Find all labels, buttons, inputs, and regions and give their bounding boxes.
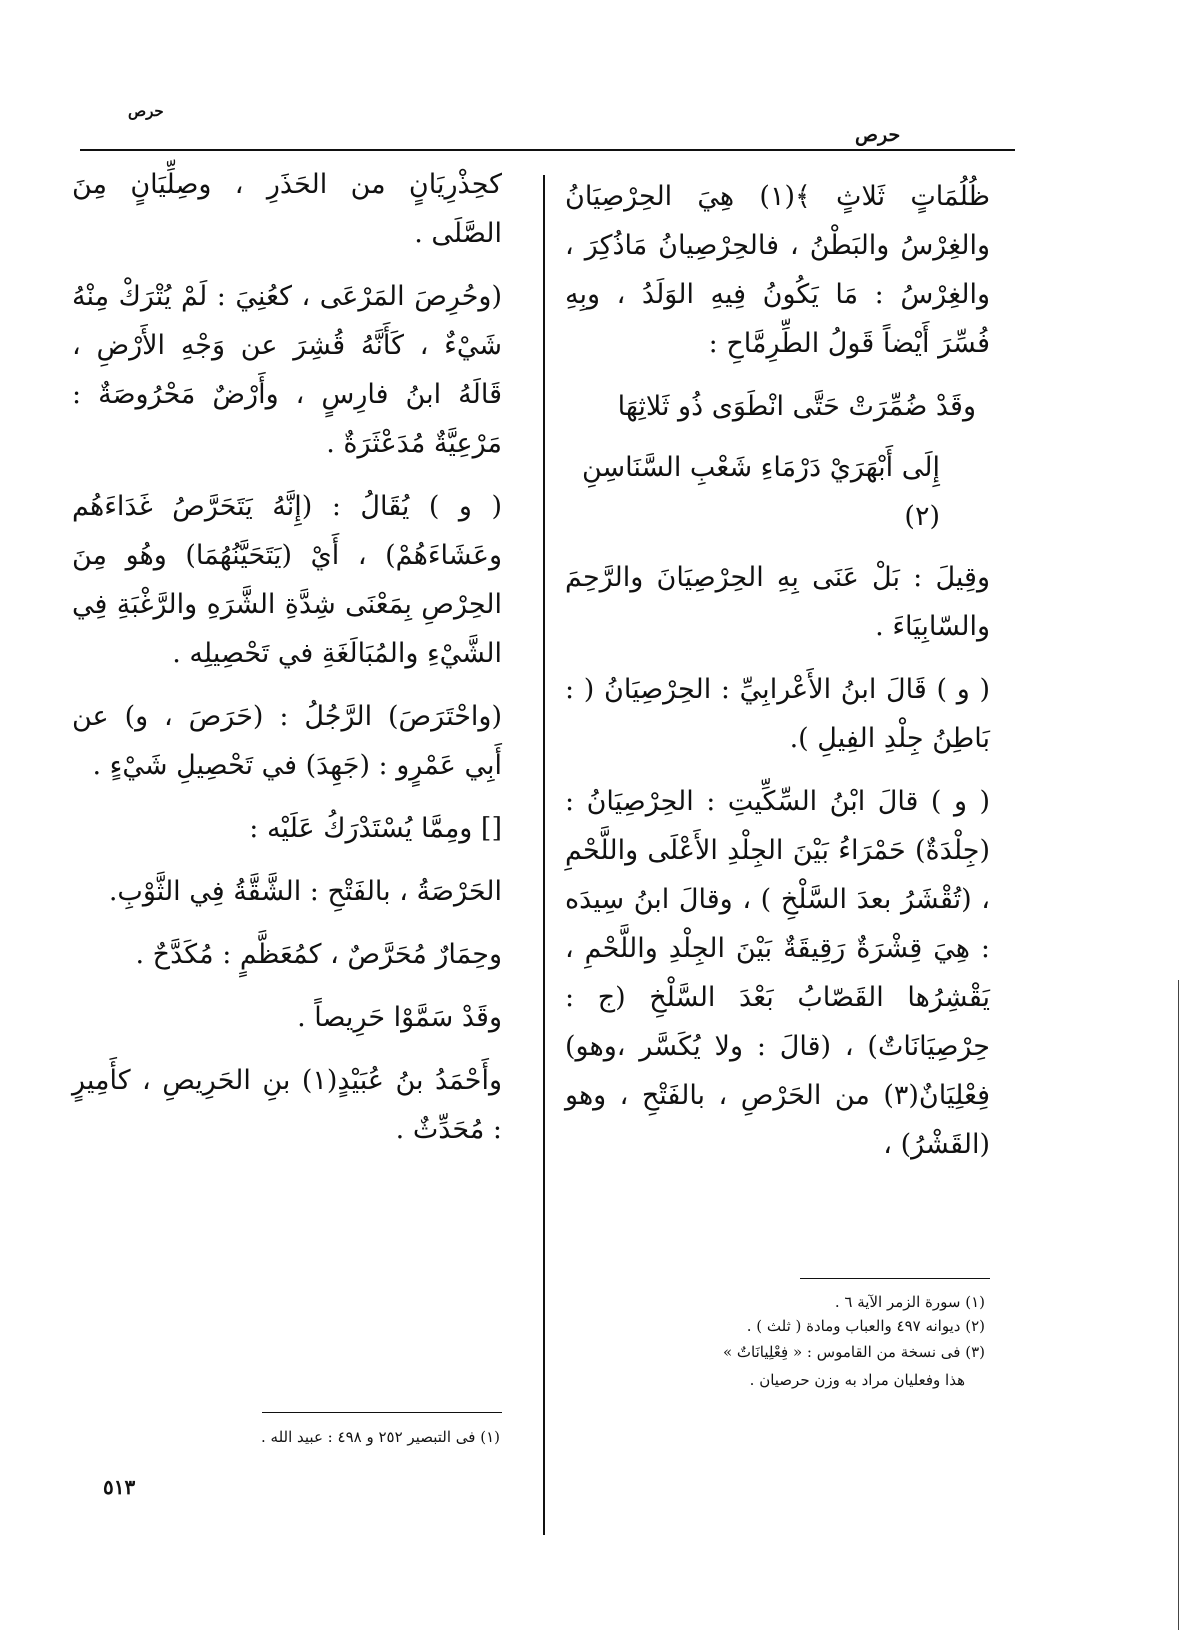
left-paragraph-2: (وحُرِصَ المَرْعَى ، كعُنِيَ : لَمْ يُتْرَكْ مِنْهُ شَيْءٌ ، كَأَنَّهُ قُشِرَ عن وَجْهِ الأَرْضِ ، قَالَهُ ابنُ فارِسٍ ، وأَرْضٌ مَحْرُوصَةٌ : مَرْعِيَّةٌ مُدَعْثَرَةٌ . (72, 281, 502, 459)
left-paragraph-5: [] ومِمَّا يُسْتَدْرَكُ عَلَيْه : (249, 813, 502, 844)
column-divider (543, 175, 545, 1535)
footnote-right-1: (١) سورة الزمر الآية ٦ . (834, 1293, 985, 1311)
footnote-right-2: (٢) ديوانه ٤٩٧ والعباب ومادة ( ثلث ) . (746, 1317, 985, 1335)
left-paragraph-8: وقَدْ سَمَّوْا حَرِيصاً . (297, 1002, 502, 1033)
footnote-rule-left (262, 1412, 502, 1413)
page-edge-line (1178, 980, 1179, 1630)
left-paragraph-6: الحَرْصَةُ ، بالفَتْحِ : الشَّقَّةُ فِي الثَّوْبِ. (108, 876, 502, 907)
left-paragraph-1: كحِذْرِيَانٍ من الحَذَرِ ، وصِلِّيَانٍ مِنَ الصَّلَى . (72, 169, 502, 249)
footnote-right-3-continued: هذا وفعليان مراد به وزن حرصيان . (749, 1371, 965, 1389)
footnote-left-1: (١) فى التبصير ٢٥٢ و ٤٩٨ : عبيد الله . (260, 1428, 500, 1446)
right-paragraph-1: ظُلُمَاتٍ ثَلاثٍ ﴾(١) هِيَ الحِرْصِيَانُ والغِرْسُ والبَطْنُ ، فالحِرْصِيانُ مَاذُكِرَ ، والغِرْسُ : مَا يَكُونُ فِيهِ الوَلَدُ ، وبِهِ فُسِّرَ أَيْضاً قَولُ الطِّرِمَّاحِ : (565, 181, 991, 359)
header-rule (80, 149, 1015, 151)
running-header-right: حرص (855, 124, 901, 146)
left-column (72, 160, 502, 1168)
right-paragraph-4: ( و ) قالَ ابْنُ السِّكِّيتِ : الحِرْصِيَانُ : (جِلْدَةٌ) حَمْرَاءُ بَيْنَ الجِلْدِ الأَعْلَى واللَّحْمِ ، (تُقْشَرُ بعدَ السَّلْخِ ) ، وقالَ ابنُ سِيدَه : هِيَ قِشْرَةٌ رَقِيقَةٌ بَيْنَ الجِلْدِ واللَّحْمِ ، يَقْشِرُها القَصّابُ بَعْدَ السَّلْخِ (ج : حِرْصِيَانَاتٌ) ، (قالَ : ولا يُكَسَّر ،وهو) فِعْلِيَانٌ(٣) من الحَرْصِ ، بالفَتْحِ ، وهو (القَشْرُ) ، (565, 786, 990, 1160)
right-column (565, 172, 990, 1183)
right-paragraph-2: وقِيلَ : بَلْ عَنَى بِهِ الحِرْصِيَانَ والرَّحِمَ والسّابِيَاءَ . (565, 562, 990, 642)
footnote-right-3: (٣) فى نسخة من القاموس : « فِعْلِيانَاتٌ » (722, 1343, 985, 1361)
left-paragraph-4: (واحْتَرَصَ) الرَّجُلُ : (حَرَصَ ، و) عن أَبِي عَمْرٍو : (جَهِدَ) في تَحْصِيلِ شَيْءٍ . (72, 701, 502, 781)
page-number: ٥١٣ (103, 1475, 136, 1499)
left-paragraph-7: وحِمَارٌ مُحَرَّصٌ ، كمُعَظَّمٍ : مُكَدَّحٌ . (135, 939, 502, 970)
footnote-rule-right (800, 1278, 990, 1279)
right-paragraph-3: ( و ) قَالَ ابنُ الأَعْرابِيِّ : الحِرْصِيَانُ ( : بَاطِنُ جِلْدِ الفِيلِ ). (565, 674, 990, 754)
left-paragraph-9: وأَحْمَدُ بنُ عُبَيْدٍ(١) بنِ الحَرِيصِ ، كأَمِيرٍ : مُحَدِّثٌ . (72, 1065, 502, 1145)
left-paragraph-3: ( و ) يُقَالُ : (إِنَّهُ يَتَحَرَّصُ غَدَاءَهُم وعَشَاءَهُمْ) ، أَيْ (يَتَحَيَّنُهُمَا) وهُو مِنَ الحِرْصِ بِمَعْنَى شِدَّةِ الشَّرَهِ والرَّغْبَةِ فِي الشَّيْءِ والمُبَالَغَةِ في تَحْصِيلِه . (72, 491, 502, 669)
running-header-left: حرص (128, 102, 164, 120)
verse-line-2: إِلَى أَبْهَرَيْ دَرْمَاءِ شَعْبِ السَّنَاسِنِ (٢) (581, 452, 940, 532)
verse-line-1: وقَدْ ضُمِّرَتْ حَتَّى انْطَوَى ذُو ثَلاثِهَا (617, 391, 976, 422)
